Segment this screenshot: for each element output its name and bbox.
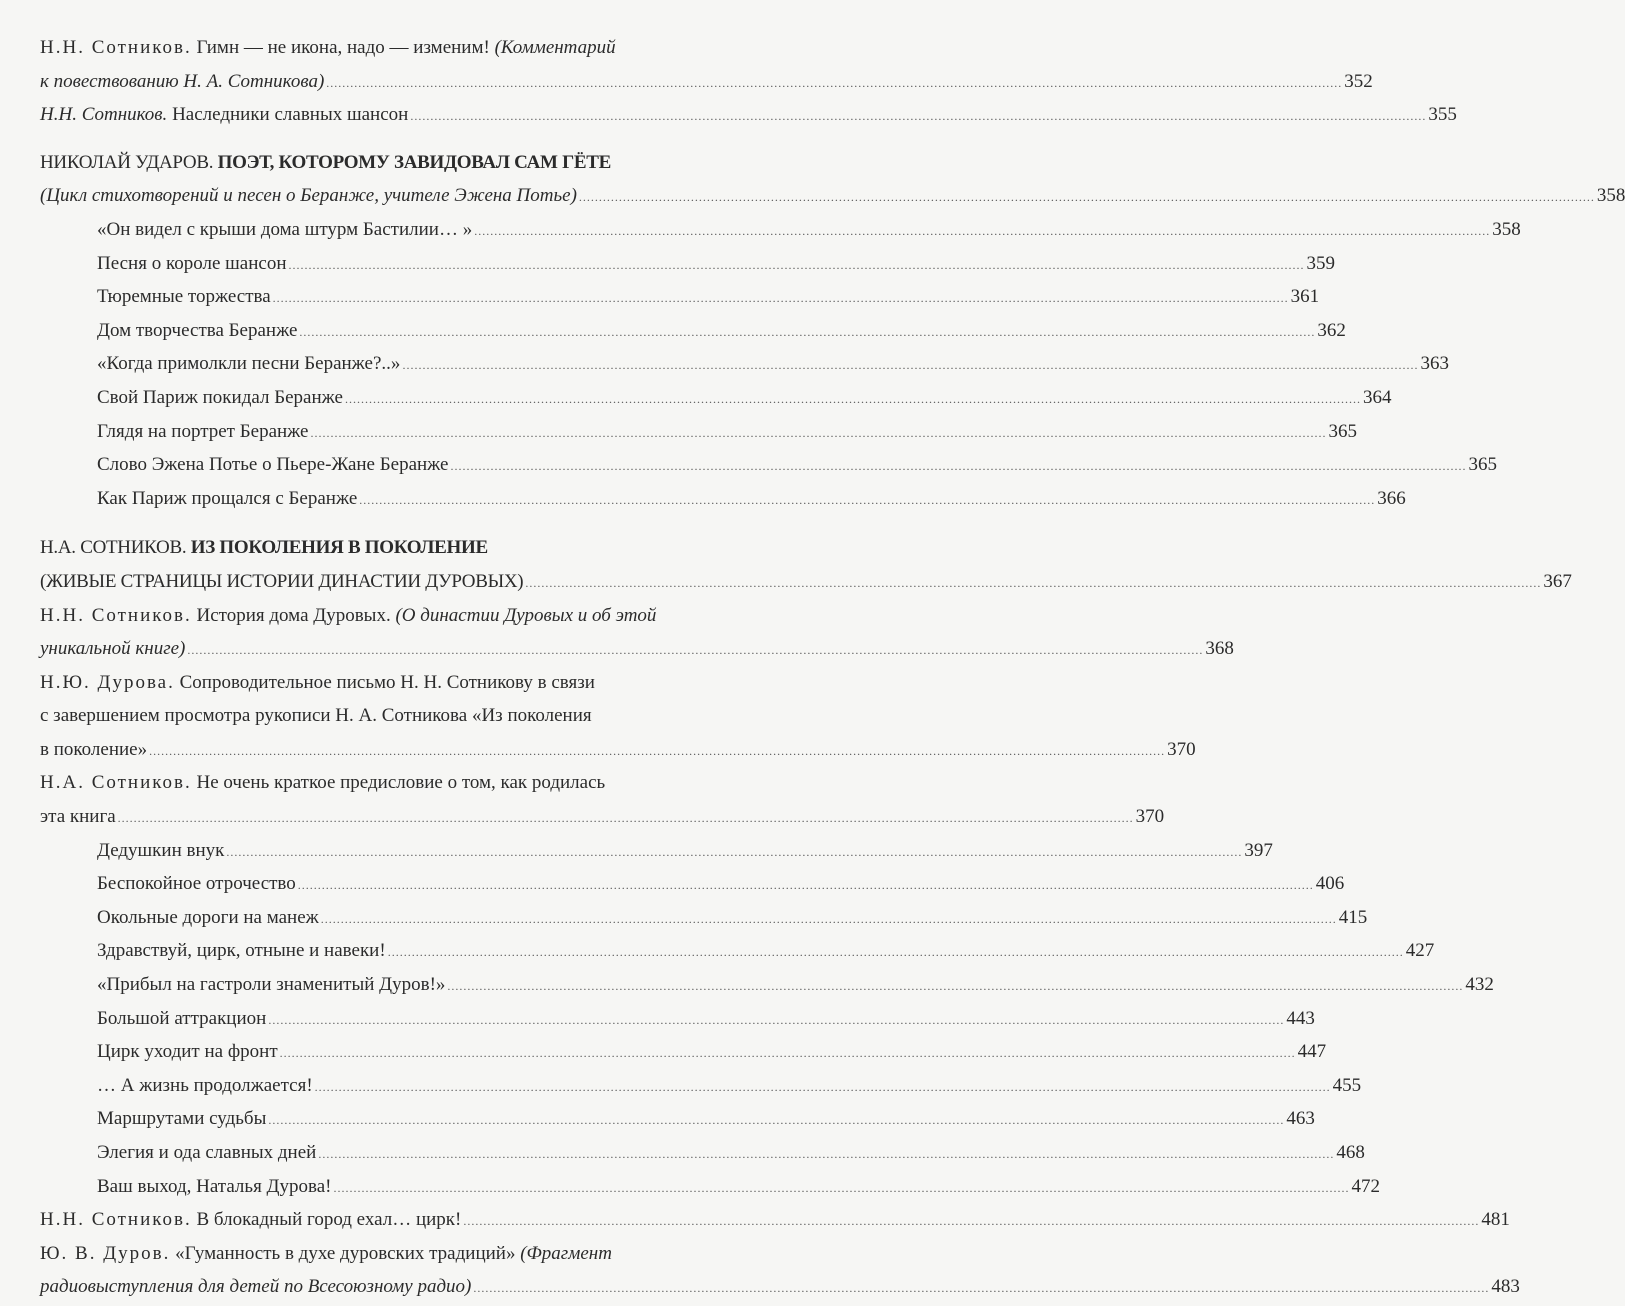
entry-text: Слово Эжена Потье о Пьере-Жане Беранже: [97, 454, 449, 476]
toc-subentry: [40, 347, 1449, 381]
entry-title: [40, 146, 611, 180]
toc-subentry: [40, 901, 1368, 935]
entry-title: [97, 280, 271, 314]
page-number: 355: [1428, 104, 1457, 126]
dot-leader: [579, 181, 1595, 215]
entry-text: Ваш выход, Наталья Дурова!: [97, 1175, 332, 1197]
entry-author: (ЖИВЫЕ СТРАНИЦЫ ИСТОРИИ ДИНАСТИИ ДУРОВЫХ): [40, 570, 524, 592]
entry-title: [40, 565, 523, 599]
toc-subentry: [40, 247, 1335, 281]
toc-subentry: [40, 867, 1345, 901]
toc-line: [40, 632, 1234, 666]
toc-line: [40, 31, 815, 65]
dot-leader: [288, 249, 1304, 283]
entry-text: Тюремные торжества: [97, 286, 271, 308]
toc-entry: [40, 766, 1165, 833]
dot-leader: [525, 567, 1541, 601]
dot-leader: [326, 67, 1342, 101]
entry-title: [97, 834, 224, 868]
page-number: 443: [1286, 1007, 1315, 1029]
entry-text: радиовыступления для детей по Всесоюзному радио): [40, 1276, 472, 1298]
dot-leader: [334, 1172, 1350, 1206]
entry-title: [40, 800, 116, 834]
toc-subentry: [40, 213, 1521, 247]
page-number: 368: [1205, 638, 1234, 660]
page-number: 427: [1405, 940, 1435, 962]
page-number: 359: [1306, 252, 1335, 274]
toc-line: [40, 98, 1457, 132]
page-number: 432: [1465, 974, 1494, 996]
entry-author: Н.Н. Сотников.: [40, 37, 192, 58]
toc-line: [40, 565, 1572, 599]
dot-leader: [402, 349, 1418, 383]
toc-line: [40, 381, 1392, 415]
toc-entry: [40, 666, 1196, 767]
toc-line: [40, 415, 1357, 449]
toc-line: [40, 179, 1625, 213]
entry-title: [40, 666, 595, 700]
toc-line: [40, 65, 1373, 99]
toc-subentry: [40, 314, 1346, 348]
entry-author: Ю. В. Дуров.: [40, 1242, 171, 1264]
entry-title: [97, 901, 319, 935]
toc-subentry: [40, 934, 1435, 968]
toc-subentry: [40, 1002, 1315, 1036]
toc-line: [40, 766, 815, 800]
entry-text: Н.Н. Сотников.: [40, 104, 168, 126]
toc-section-heading: [40, 531, 1572, 598]
dot-leader: [273, 282, 1289, 316]
toc-subentry: [40, 1170, 1380, 1204]
entry-title: [40, 733, 147, 767]
entry-title: [97, 213, 472, 247]
toc-line: [40, 1203, 1510, 1237]
entry-title: [97, 448, 449, 482]
entry-title: [40, 31, 616, 65]
entry-text: Большой аттракцион: [97, 1007, 267, 1029]
entry-author: Н.Н. Сотников.: [40, 604, 192, 626]
entry-text: Свой Париж покидал Беранже: [97, 386, 343, 408]
page-number: 472: [1351, 1175, 1380, 1197]
dot-leader: [410, 100, 1426, 134]
toc-line: [40, 1136, 1365, 1170]
toc-subentry: [40, 968, 1494, 1002]
entry-text: Дом творчества Беранже: [97, 319, 298, 341]
dot-leader: [345, 383, 1361, 417]
entry-text: эта книга: [40, 806, 116, 828]
entry-author: Н.Ю. Дурова.: [40, 671, 175, 693]
toc-line: [40, 482, 1406, 516]
dot-leader: [473, 1272, 1489, 1306]
entry-text: (Фрагмент: [520, 1242, 612, 1264]
dot-leader: [388, 936, 1404, 970]
dot-leader: [268, 1104, 1284, 1138]
page-number: 447: [1297, 1041, 1327, 1063]
entry-text: Окольные дороги на манеж: [97, 906, 319, 928]
dot-leader: [447, 970, 1463, 1004]
entry-title: [97, 247, 286, 281]
dot-leader: [321, 903, 1337, 937]
table-of-contents: [40, 31, 1625, 1304]
page-number: 370: [1135, 806, 1165, 828]
toc-line: [40, 1035, 1327, 1069]
toc-line: [40, 1102, 1315, 1136]
toc-line: [40, 1237, 815, 1271]
entry-author: Н.Н. Сотников.: [40, 1209, 192, 1231]
toc-line: [40, 213, 1521, 247]
entry-title: [40, 65, 324, 99]
entry-author: Н.А. СОТНИКОВ.: [40, 537, 191, 559]
entry-text: Не очень краткое предисловие о том, как родилась: [191, 772, 606, 794]
page-number: 364: [1362, 386, 1392, 408]
toc-subentry: [40, 1136, 1365, 1170]
toc-entry: [40, 1237, 1520, 1304]
entry-text: «Прибыл на гастроли знаменитый Дуров!»: [97, 974, 446, 996]
dot-leader: [318, 1138, 1334, 1172]
page-number: 363: [1420, 353, 1449, 375]
entry-text: Здравствуй, цирк, отныне и навеки!: [97, 940, 386, 962]
entry-text: (Комментарий: [494, 37, 616, 58]
entry-title: [97, 867, 296, 901]
dot-leader: [310, 417, 1326, 451]
entry-title: [40, 1203, 461, 1237]
entry-title: [97, 381, 343, 415]
entry-title: [40, 632, 185, 666]
entry-title: [97, 347, 400, 381]
entry-title: [97, 934, 386, 968]
entry-text: (О династии Дуровых и об этой: [395, 604, 657, 626]
toc-line: [40, 867, 1345, 901]
entry-author: НИКОЛАЙ УДАРОВ.: [40, 151, 218, 173]
page-number: 362: [1317, 319, 1346, 341]
toc-line: [40, 347, 1449, 381]
toc-line: [40, 968, 1494, 1002]
entry-text: Наследники славных шансон: [167, 104, 409, 126]
entry-text: ПОЭТ, КОТОРОМУ ЗАВИДОВАЛ САМ ГЁТЕ: [217, 151, 612, 173]
entry-text: «Гуманность в духе дуровских традиций»: [170, 1242, 521, 1264]
toc-line: [40, 1270, 1520, 1304]
dot-leader: [280, 1037, 1296, 1071]
page-number: 468: [1336, 1142, 1365, 1163]
page-number: 365: [1468, 454, 1497, 476]
dot-leader: [118, 802, 1134, 836]
toc-line: [40, 666, 815, 700]
entry-title: [40, 179, 577, 213]
toc-section-heading: [40, 146, 1625, 213]
page-number: 367: [1543, 570, 1572, 592]
toc-subentry: [40, 415, 1357, 449]
entry-text: Как Париж прощался с Беранже: [97, 487, 358, 509]
entry-title: [97, 1069, 313, 1103]
entry-title: [40, 531, 488, 565]
page-number: 455: [1332, 1074, 1362, 1096]
toc-line: [40, 247, 1335, 281]
toc-subentry: [40, 381, 1392, 415]
entry-text: Беспокойное отрочество: [97, 873, 296, 895]
entry-text: Глядя на портрет Беранже: [97, 420, 309, 442]
entry-text: Песня о короле шансон: [97, 252, 287, 274]
dot-leader: [299, 316, 1315, 350]
toc-line: [40, 699, 815, 733]
dot-leader: [463, 1205, 1479, 1239]
entry-text: Дедушкин внук: [97, 839, 225, 861]
dot-leader: [315, 1071, 1331, 1105]
entry-text: (Цикл стихотворений и песен о Беранже, учителе Эжена Потье): [40, 185, 577, 207]
entry-text: … А жизнь продолжается!: [97, 1074, 313, 1096]
entry-title: [97, 1170, 332, 1204]
dot-leader: [298, 869, 1314, 903]
page-number: 415: [1338, 906, 1368, 928]
entry-text: Цирк уходит на фронт: [97, 1041, 278, 1063]
page-number: 361: [1290, 286, 1320, 308]
toc-line: [40, 800, 1165, 834]
entry-title: [97, 1002, 266, 1036]
toc-subentry: [40, 1069, 1362, 1103]
page-number: 366: [1377, 487, 1406, 509]
toc-subentry: [40, 482, 1406, 516]
entry-title: [97, 415, 308, 449]
page-number: 463: [1286, 1108, 1315, 1130]
dot-leader: [268, 1004, 1284, 1038]
toc-line: [40, 314, 1346, 348]
page-number: 406: [1315, 873, 1345, 895]
dot-leader: [187, 634, 1203, 668]
page-number: 483: [1491, 1276, 1520, 1298]
dot-leader: [226, 836, 1242, 870]
page-number: 358: [1596, 185, 1625, 207]
toc-entry: [40, 1203, 1510, 1237]
entry-title: [40, 766, 605, 800]
toc-entry: [40, 98, 1457, 132]
entry-text: Элегия и ода славных дней: [97, 1142, 317, 1163]
toc-line: [40, 934, 1435, 968]
entry-text: «Он видел с крыши дома штурм Бастилии… »: [97, 218, 473, 240]
entry-text: В блокадный город ехал… цирк!: [191, 1209, 462, 1231]
entry-title: [97, 314, 297, 348]
entry-title: [40, 599, 656, 633]
entry-title: [40, 1237, 612, 1271]
entry-title: [97, 1035, 278, 1069]
entry-title: [40, 98, 408, 132]
entry-text: ИЗ ПОКОЛЕНИЯ В ПОКОЛЕНИЕ: [190, 537, 488, 559]
toc-line: [40, 280, 1320, 314]
toc-line: [40, 1170, 1380, 1204]
entry-title: [40, 1270, 471, 1304]
page-number: 365: [1328, 420, 1357, 442]
entry-text: Гимн — не икона, надо — изменим!: [191, 37, 495, 58]
toc-line: [40, 448, 1497, 482]
toc-subentry: [40, 834, 1273, 868]
toc-line: [40, 531, 815, 565]
entry-text: История дома Дуровых.: [191, 604, 396, 626]
toc-subentry: [40, 280, 1320, 314]
entry-title: [97, 968, 445, 1002]
page-number: 358: [1492, 218, 1521, 240]
entry-text: «Когда примолкли песни Беранже?..»: [97, 353, 401, 375]
entry-text: с завершением просмотра рукописи Н. А. Сотникова «Из поколения: [40, 705, 592, 727]
toc-subentry: [40, 448, 1497, 482]
entry-title: [97, 1136, 316, 1170]
dot-leader: [359, 484, 1375, 518]
entry-title: [97, 482, 357, 516]
entry-title: [40, 699, 592, 733]
entry-text: Сопроводительное письмо Н. Н. Сотникову в связи: [174, 671, 595, 693]
entry-text: уникальной книге): [40, 638, 186, 660]
dot-leader: [474, 215, 1490, 249]
entry-text: Маршрутами судьбы: [97, 1108, 267, 1130]
toc-line: [40, 733, 1196, 767]
page-number: 370: [1167, 738, 1196, 760]
entry-author: Н.А. Сотников.: [40, 772, 192, 794]
toc-subentry: [40, 1102, 1315, 1136]
toc-entry: [40, 599, 1234, 666]
toc-line: [40, 599, 815, 633]
toc-line: [40, 146, 815, 180]
page-number: 352: [1344, 70, 1373, 92]
entry-text: к повествованию Н. А. Сотникова): [40, 70, 325, 92]
page-number: 481: [1481, 1209, 1510, 1231]
toc-line: [40, 1069, 1362, 1103]
entry-title: [97, 1102, 266, 1136]
toc-line: [40, 1002, 1315, 1036]
toc-line: [40, 901, 1368, 935]
entry-text: в поколение»: [40, 738, 148, 760]
toc-entry: [40, 31, 1373, 98]
dot-leader: [451, 450, 1467, 484]
page-number: 397: [1244, 839, 1273, 861]
dot-leader: [149, 735, 1165, 769]
toc-subentry: [40, 1035, 1327, 1069]
toc-line: [40, 834, 1273, 868]
